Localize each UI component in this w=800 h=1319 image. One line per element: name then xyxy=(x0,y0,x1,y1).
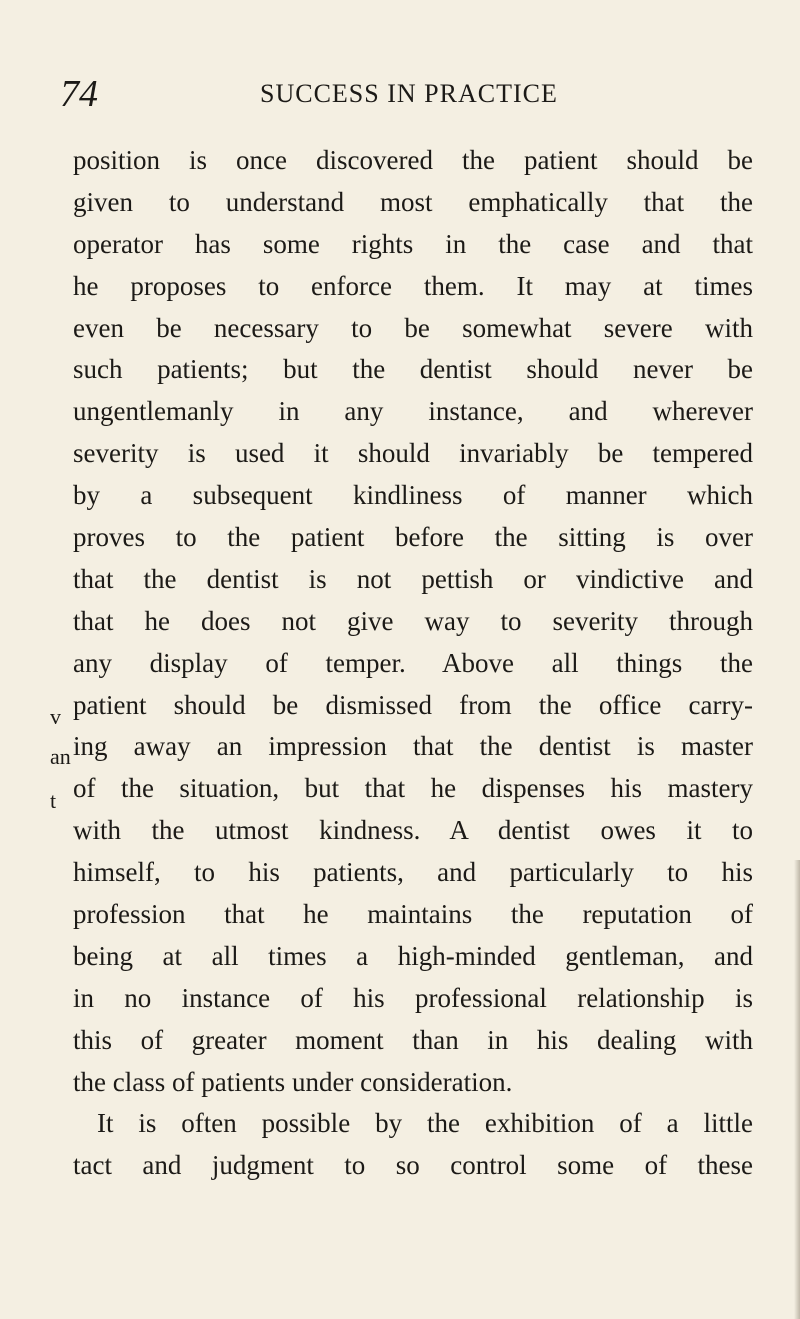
text-line: patient should be dismissed from the office carry- xyxy=(73,689,753,720)
text-line: in no instance of his professional relationship is xyxy=(73,982,753,1013)
text-line: ing away an impression that the dentist is master xyxy=(73,731,753,762)
text-line: severity is used it should invariably be tempered xyxy=(73,438,753,469)
margin-fragment: an xyxy=(50,744,71,769)
text-line: given to understand most emphatically that the xyxy=(73,186,753,217)
body-text xyxy=(73,140,753,1187)
text-line: the class of patients under consideration. xyxy=(73,1066,513,1097)
page-number: 74 xyxy=(60,73,98,115)
text-line: profession that he maintains the reputation of xyxy=(73,899,753,930)
text-line: proves to the patient before the sitting is over xyxy=(73,522,753,553)
text-line: of the situation, but that he dispenses his mastery xyxy=(73,773,753,804)
text-line: ungentlemanly in any instance, and wherever xyxy=(73,396,753,427)
running-head: SUCCESS IN PRACTICE xyxy=(260,79,558,108)
text-line: tact and judgment to so control some of these xyxy=(73,1150,753,1181)
text-line: It is often possible by the exhibition of a little xyxy=(97,1108,753,1139)
page-header xyxy=(60,74,760,114)
text-line: by a subsequent kindliness of manner which xyxy=(73,480,753,511)
text-line: being at all times a high-minded gentleman, and xyxy=(73,940,753,971)
page-edge-shadow xyxy=(794,860,800,1319)
text-line: operator has some rights in the case and that xyxy=(73,228,753,259)
text-line: that he does not give way to severity through xyxy=(73,605,753,636)
text-line: even be necessary to be somewhat severe with xyxy=(73,312,753,343)
text-line: with the utmost kindness. A dentist owes it to xyxy=(73,815,753,846)
text-line: any display of temper. Above all things the xyxy=(73,647,753,678)
margin-fragment: t xyxy=(50,788,57,813)
text-line: he proposes to enforce them. It may at times xyxy=(73,270,753,301)
margin-fragment: v xyxy=(50,704,61,729)
text-line: that the dentist is not pettish or vindictive and xyxy=(73,563,753,594)
text-line: such patients; but the dentist should never be xyxy=(73,354,753,385)
text-line: himself, to his patients, and particularly to his xyxy=(73,857,753,888)
text-line: position is once discovered the patient should be xyxy=(73,145,753,175)
text-line: this of greater moment than in his dealing with xyxy=(73,1024,753,1055)
